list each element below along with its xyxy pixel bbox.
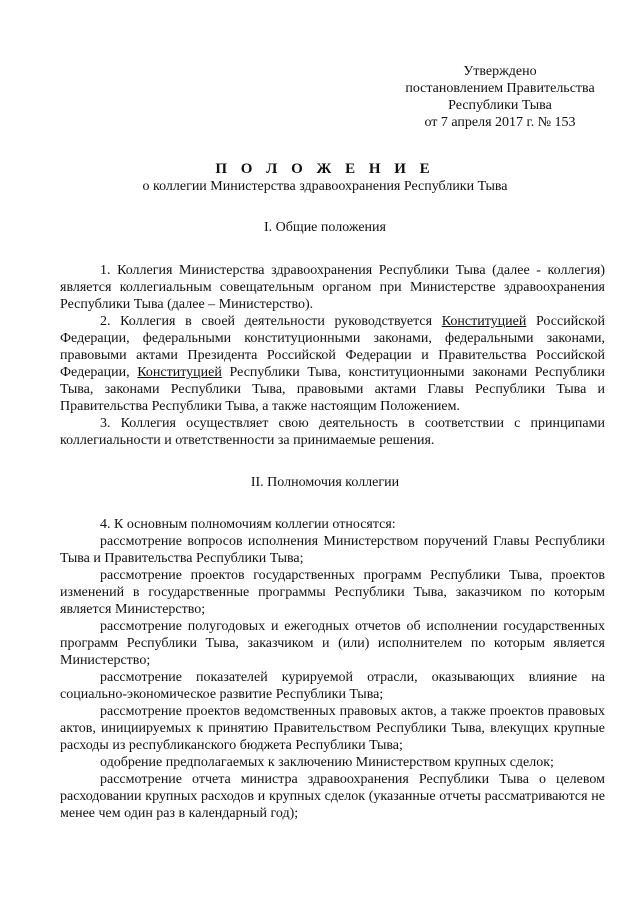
approval-line-2: постановлением Правительства [405,81,595,96]
list-item: рассмотрение проектов ведомственных правовых актов, а также проектов правовых актов, инициируемых к принятию Правительством Республики Тыва, влекущих крупные расходы из республиканского бюджета Республики Тыва; [60,704,605,753]
paragraph-4: 4. К основным полномочиям коллегии относятся: [100,517,396,532]
paragraph-2 [60,313,605,415]
paragraph-2-part-1: 2. Коллегия в своей деятельности руководствуется [100,314,442,329]
section-1-body [60,262,605,449]
constitution-rf-link[interactable]: Конституцией [441,314,527,329]
approval-stamp [380,63,620,131]
section-1-heading: I. Общие положения [264,220,386,235]
approval-line-1: Утверждено [463,64,537,79]
list-item: одобрение предполагаемых к заключению Министерством крупных сделок; [100,755,554,770]
section-2-body [60,516,605,822]
paragraph-3: 3. Коллегия осуществляет свою деятельность в соответствии с принципами коллегиальности и ответственности за принимаемые решения. [60,416,605,448]
section-2-heading: II. Полномочия коллегии [250,475,400,490]
constitution-rt-link[interactable]: Конституцией [137,365,222,380]
list-item: рассмотрение полугодовых и ежегодных отчетов об исполнении государственных программ Республики Тыва, заказчиком и (или) исполнителем по которым является Министерство; [60,619,605,668]
list-item: рассмотрение вопросов исполнения Министерством поручений Главы Республики Тыва и Правительства Республики Тыва; [60,534,605,566]
approval-line-4: от 7 апреля 2017 г. № 153 [424,115,576,130]
document-title: П О Л О Ж Е Н И Е [215,161,435,177]
paragraph-1: 1. Коллегия Министерства здравоохранения Республики Тыва (далее - коллегия) является коллегиальным совещательным органом при Министерстве здравоохранения Республики Тыва (далее – Министерство). [60,263,605,312]
document-subtitle: о коллегии Министерства здравоохранения Республики Тыва [142,179,508,194]
paragraph-2-part-2: Российской Федерации, федеральными конституционными законами, федеральными законами, правовыми актами Президента Российской Федерации и Правительства Российской Федерации, [60,314,605,380]
list-item: рассмотрение отчета министра здравоохранения Республики Тыва о целевом расходовании крупных расходов и крупных сделок (указанные отчеты рассматриваются не менее чем один раз в календарный год); [60,772,605,821]
paragraph-2-part-3: Республики Тыва, конституционными законами Республики Тыва, законами Республики Тыва, правовыми актами Главы Республики Тыва и Правительства Республики Тыва, а также настоящим Положением. [60,365,605,414]
list-item: рассмотрение показателей курируемой отрасли, оказывающих влияние на социально-экономическое развитие Республики Тыва; [60,670,605,702]
list-item: рассмотрение проектов государственных программ Республики Тыва, проектов изменений в государственные программы Республики Тыва, заказчиком по которым является Министерство; [60,568,605,617]
approval-line-3: Республики Тыва [448,98,552,113]
